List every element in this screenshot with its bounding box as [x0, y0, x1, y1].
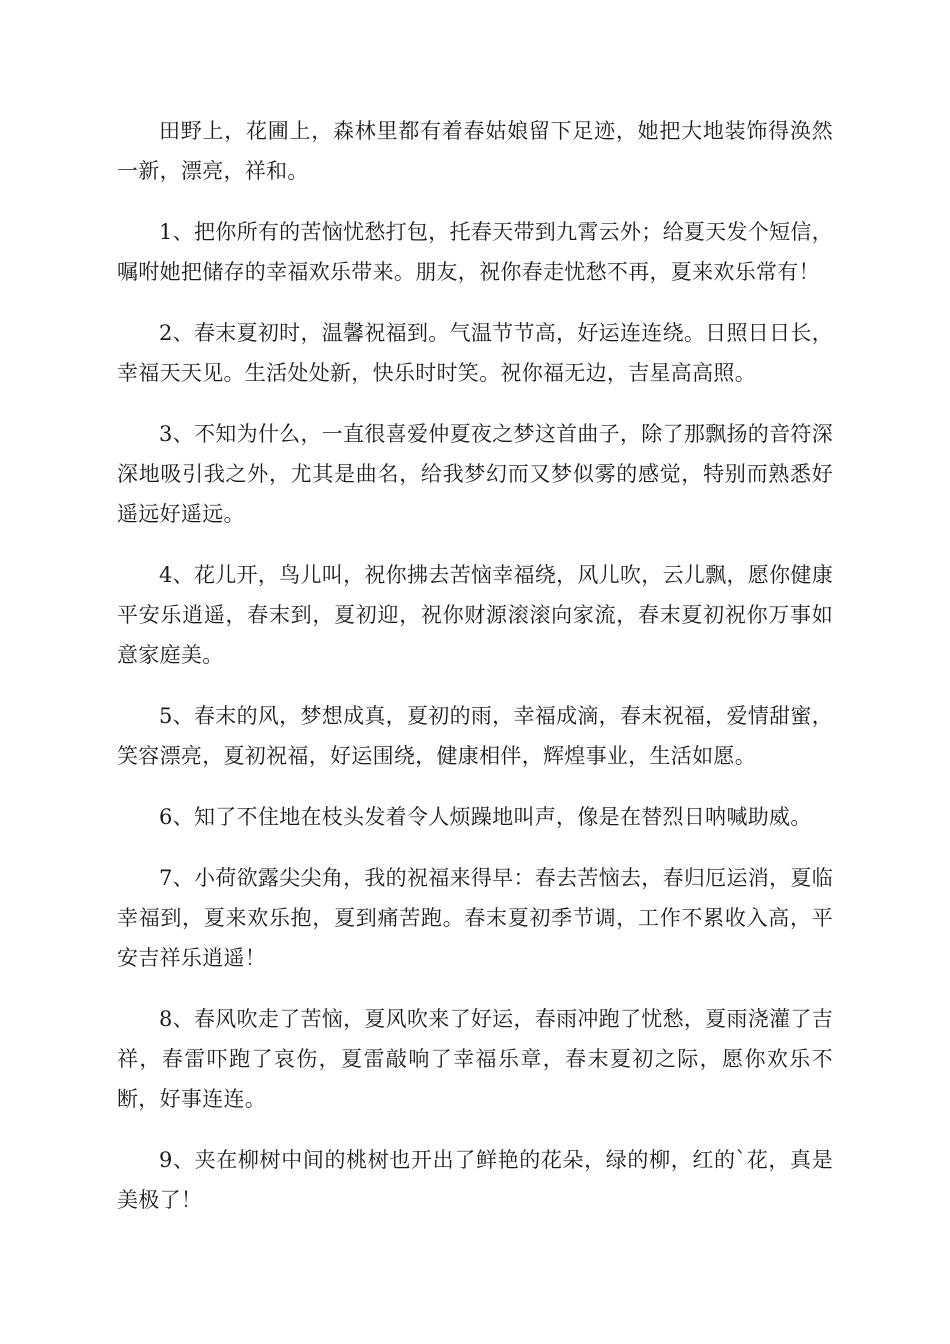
paragraph-4: 4、花儿开，鸟儿叫，祝你拂去苦恼幸福绕，风儿吹，云儿飘，愿你健康平安乐逍遥，春末到，夏初迎，祝你财源滚滚向家流，春末夏初祝你万事如意家庭美。 [117, 563, 833, 667]
paragraph-3: 3、不知为什么，一直很喜爱仲夏夜之梦这首曲子，除了那飘扬的音符深深地吸引我之外，尤其是曲名，给我梦幻而又梦似雾的感觉，特别而熟悉好遥远好遥远。 [117, 422, 833, 526]
document-body [117, 111, 833, 1241]
paragraph-8: 8、春风吹走了苦恼，夏风吹来了好运，春雨冲跑了忧愁，夏雨浇灌了吉祥，春雷吓跑了哀伤，夏雷敲响了幸福乐章，春末夏初之际，愿你欢乐不断，好事连连。 [117, 1007, 833, 1111]
paragraph-2: 2、春末夏初时，温馨祝福到。气温节节高，好运连连绕。日照日日长，幸福天天见。生活处处新，快乐时时笑。祝你福无边，吉星高高照。 [117, 321, 833, 385]
paragraph-9: 9、夹在柳树中间的桃树也开出了鲜艳的花朵，绿的柳，红的`花，真是美极了！ [117, 1148, 833, 1212]
paragraph-1: 1、把你所有的苦恼忧愁打包，托春天带到九霄云外；给夏天发个短信，嘱咐她把储存的幸福欢乐带来。朋友，祝你春走忧愁不再，夏来欢乐常有！ [117, 220, 833, 284]
intro-paragraph: 田野上，花圃上，森林里都有着春姑娘留下足迹，她把大地装饰得涣然一新，漂亮，祥和。 [117, 119, 833, 183]
paragraph-5: 5、春末的风，梦想成真，夏初的雨，幸福成滴，春末祝福，爱情甜蜜，笑容漂亮，夏初祝福，好运围绕，健康相伴，辉煌事业，生活如愿。 [117, 704, 833, 768]
paragraph-6: 6、知了不住地在枝头发着令人烦躁地叫声，像是在替烈日呐喊助威。 [159, 805, 812, 829]
paragraph-7: 7、小荷欲露尖尖角，我的祝福来得早：春去苦恼去，春归厄运消，夏临幸福到，夏来欢乐抱，夏到痛苦跑。春末夏初季节调，工作不累收入高，平安吉祥乐逍遥！ [117, 866, 833, 970]
